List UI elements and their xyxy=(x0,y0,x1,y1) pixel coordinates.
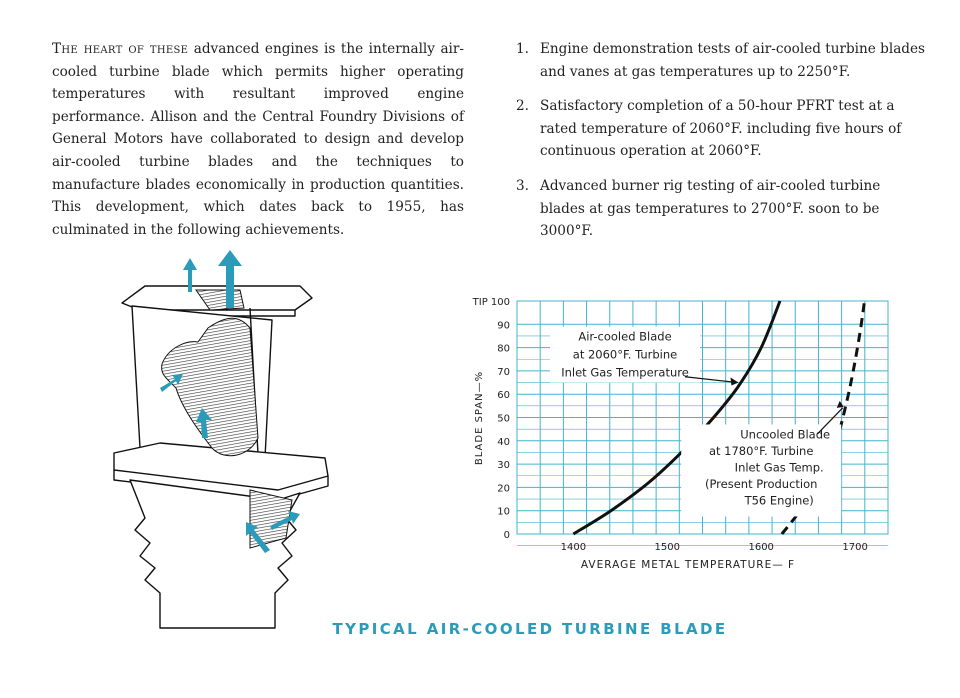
achievement-item xyxy=(516,175,928,243)
x-axis-label: AVERAGE METAL TEMPERATURE— F xyxy=(580,559,796,571)
turbine-blade-illustration xyxy=(100,248,350,633)
y-tick-label: 40 xyxy=(497,436,510,448)
y-tick-label: TIP 100 xyxy=(472,297,510,308)
intro-body: advanced engines is the internally air-cooled turbine blade which permits higher operating temperatures with resultant improved engine performance. Allison and the Central Foundry Divisions of General Motors have collaborated to design and develop air-cooled turbine blades and the techniques to manufacture blades economically in production quantities. This development, which dates back to 1955, has culminated in the following achievements. xyxy=(52,41,464,238)
y-tick-label: 30 xyxy=(497,460,510,472)
y-tick-label: 20 xyxy=(497,483,510,495)
achievement-number: 3. xyxy=(516,177,529,194)
y-axis-label: BLADE SPAN—% xyxy=(474,370,485,466)
y-tick-label: 10 xyxy=(497,506,510,518)
y-tick-label: 0 xyxy=(503,530,510,541)
y-tick-label: 80 xyxy=(497,343,510,355)
figure-caption: TYPICAL AIR-COOLED TURBINE BLADE xyxy=(332,620,728,638)
achievement-number: 2. xyxy=(516,98,529,115)
achievements-list xyxy=(516,38,928,255)
x-tick-label: 1600 xyxy=(748,542,774,553)
chart-annotations xyxy=(550,327,844,517)
x-tick-label: 1400 xyxy=(560,542,587,553)
blade-temperature-chart xyxy=(460,288,900,588)
achievement-number: 1. xyxy=(516,41,529,57)
achievement-text: Advanced burner rig testing of air-cooled turbine blades at gas temperatures to 2700°F. soon to be 3000°F. xyxy=(540,177,881,240)
annotation-air-cooled-line: Inlet Gas Temperature xyxy=(561,365,689,380)
achievement-item xyxy=(516,38,928,83)
annotation-uncooled-line: T56 Engine) xyxy=(744,493,814,508)
achievement-item xyxy=(516,95,928,163)
annotation-arrowhead xyxy=(730,378,738,386)
y-tick-label: 90 xyxy=(497,320,510,332)
intro-lead: The heart of these xyxy=(52,41,189,57)
annotation-uncooled-line: Uncooled Blade xyxy=(740,427,831,442)
annotation-uncooled-line: (Present Production xyxy=(704,476,818,491)
achievement-text: Satisfactory completion of a 50-hour PFRT test at a rated temperature of 2060°F. including five hours of continuous operation at 2060°F. xyxy=(540,98,902,160)
y-tick-label: 70 xyxy=(497,366,510,378)
achievement-text: Engine demonstration tests of air-cooled turbine blades and vanes at gas temperatures up to 2250°F. xyxy=(540,41,926,80)
annotation-arrowhead xyxy=(837,401,844,408)
x-tick-label: 1500 xyxy=(654,542,681,553)
annotation-uncooled-line: at 1780°F. Turbine xyxy=(708,443,814,458)
y-tick-label: 60 xyxy=(497,390,510,402)
x-tick-label: 1700 xyxy=(842,542,868,553)
annotation-uncooled-line: Inlet Gas Temp. xyxy=(734,460,824,475)
annotation-air-cooled-line: at 2060°F. Turbine xyxy=(572,347,678,362)
annotation-air-cooled-line: Air-cooled Blade xyxy=(578,329,672,344)
intro-paragraph xyxy=(52,38,464,241)
y-tick-label: 50 xyxy=(497,413,510,425)
